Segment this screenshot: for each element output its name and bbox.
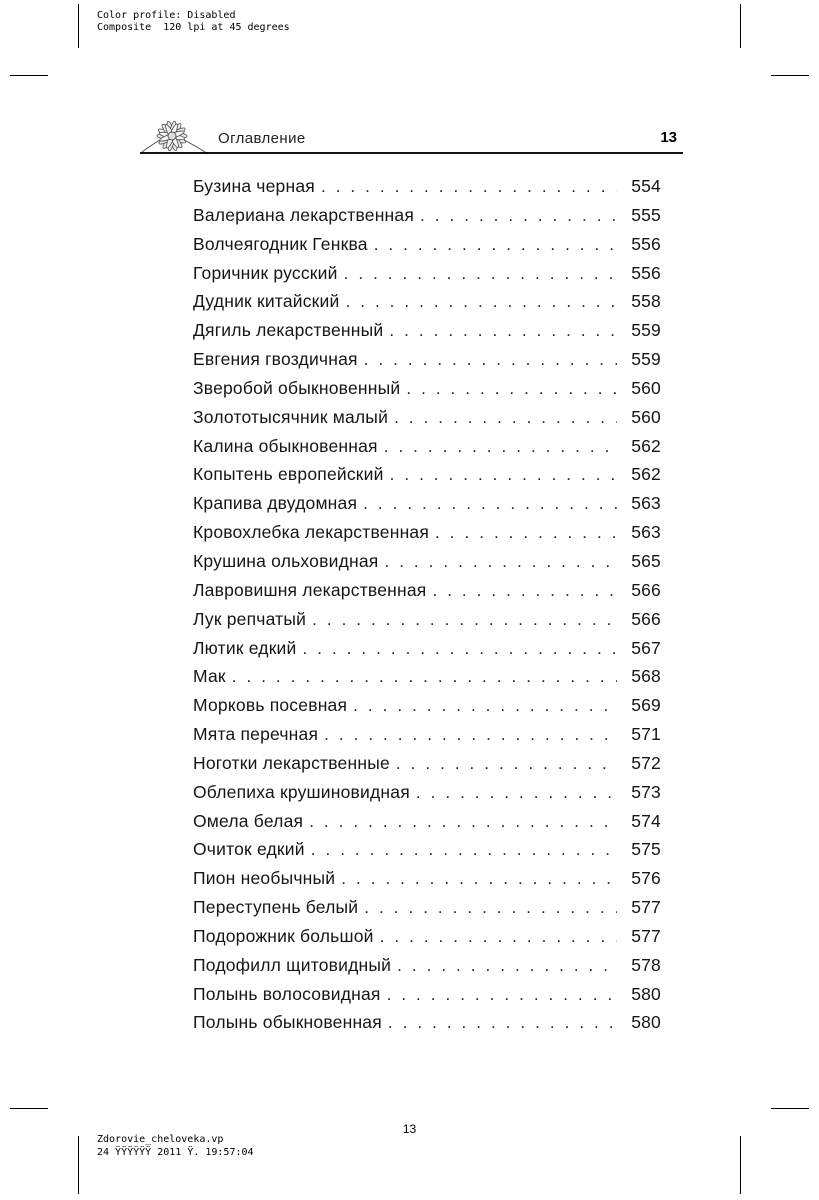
- page-header-number: 13: [660, 129, 677, 146]
- page-header-title: Оглавление: [218, 130, 306, 147]
- toc-entry-title: Морковь посевная: [193, 695, 348, 716]
- toc-entry-title: Полынь волосовидная: [193, 983, 381, 1004]
- toc-entry-page: 571: [631, 724, 661, 745]
- toc-entry: [193, 984, 661, 1013]
- dot-leader: [315, 177, 617, 197]
- dot-leader: [297, 639, 617, 659]
- footer-file-info: [97, 1133, 254, 1159]
- toc-entry-title: Переступень белый: [193, 897, 359, 918]
- toc-entry: [193, 782, 661, 811]
- header-rule: [140, 152, 683, 154]
- toc-entry-page: 560: [631, 377, 661, 398]
- print-profile-line1: Color profile: Disabled: [97, 10, 236, 21]
- toc-entry-title: Крапива двудомная: [193, 493, 358, 514]
- dot-leader: [347, 696, 617, 716]
- toc-list: [193, 176, 661, 1041]
- toc-entry: [193, 580, 661, 609]
- toc-entry-title: Ноготки лекарственные: [193, 752, 390, 773]
- toc-entry-title: Мак: [193, 666, 226, 687]
- toc-entry: [193, 349, 661, 378]
- toc-entry-title: Копытень европейский: [193, 464, 384, 485]
- crop-mark-bottom-right-vertical: [740, 1136, 741, 1194]
- footer-file-line2: 24 ŸŸŸŸŸŸ 2011 Ÿ. 19:57:04: [97, 1147, 254, 1158]
- footer-file-line1: Zdorovie_cheloveka.vp: [97, 1134, 224, 1145]
- dot-leader: [305, 840, 617, 860]
- toc-entry: [193, 464, 661, 493]
- crop-mark-top-left-vertical: [78, 4, 79, 48]
- toc-entry-title: Подорожник большой: [193, 925, 374, 946]
- toc-entry: [193, 868, 661, 897]
- toc-entry: [193, 609, 661, 638]
- toc-entry-page: 566: [631, 608, 661, 629]
- toc-entry-title: Горичник русский: [193, 262, 338, 283]
- toc-entry-page: 554: [631, 176, 661, 196]
- toc-entry: [193, 493, 661, 522]
- toc-entry: [193, 320, 661, 349]
- toc-entry-page: 556: [631, 262, 661, 283]
- toc-entry-page: 580: [631, 983, 661, 1004]
- dot-leader: [400, 379, 617, 399]
- dot-leader: [374, 927, 617, 947]
- toc-entry: [193, 724, 661, 753]
- toc-entry-title: Бузина черная: [193, 176, 315, 196]
- dot-leader: [338, 264, 617, 284]
- toc-entry: [193, 811, 661, 840]
- dot-leader: [390, 754, 617, 774]
- toc-entry-title: Подофилл щитовидный: [193, 954, 392, 975]
- toc-entry-page: 568: [631, 666, 661, 687]
- toc-entry-title: Омела белая: [193, 810, 304, 831]
- toc-entry-page: 573: [631, 781, 661, 802]
- toc-entry: [193, 407, 661, 436]
- toc-entry: [193, 291, 661, 320]
- toc-entry: [193, 176, 661, 205]
- toc-entry-page: 566: [631, 579, 661, 600]
- dot-leader: [383, 321, 617, 341]
- toc-entry-title: Евгения гвоздичная: [193, 349, 358, 370]
- toc-entry: [193, 666, 661, 695]
- dot-leader: [306, 610, 617, 630]
- toc-entry-page: 562: [631, 464, 661, 485]
- dot-leader: [358, 898, 617, 918]
- toc-entry-page: 567: [631, 637, 661, 658]
- dot-leader: [368, 235, 617, 255]
- toc-entry-page: 563: [631, 522, 661, 543]
- toc-entry: [193, 695, 661, 724]
- crop-mark-top-left-horizontal: [10, 75, 48, 76]
- print-profile-info: [97, 10, 290, 34]
- toc-entry: [193, 263, 661, 292]
- toc-entry-page: 575: [631, 839, 661, 860]
- print-profile-line2: Composite 120 lpi at 45 degrees: [97, 22, 290, 33]
- toc-entry-title: Зверобой обыкновенный: [193, 377, 401, 398]
- crop-mark-bottom-left-horizontal: [10, 1108, 48, 1109]
- toc-entry: [193, 436, 661, 465]
- toc-entry: [193, 753, 661, 782]
- crop-mark-bottom-right-horizontal: [771, 1108, 809, 1109]
- toc-entry-title: Калина обыкновенная: [193, 435, 378, 456]
- toc-entry-title: Мята перечная: [193, 724, 319, 745]
- toc-entry-title: Валериана лекарственная: [193, 204, 415, 225]
- toc-entry-title: Пион необычный: [193, 868, 336, 889]
- dot-leader: [426, 581, 617, 601]
- toc-entry-page: 556: [631, 233, 661, 254]
- toc-entry-page: 565: [631, 550, 661, 571]
- toc-entry: [193, 926, 661, 955]
- dot-leader: [388, 408, 617, 428]
- toc-entry: [193, 234, 661, 263]
- toc-entry-page: 559: [631, 349, 661, 370]
- toc-entry-page: 569: [631, 695, 661, 716]
- toc-entry: [193, 897, 661, 926]
- toc-entry: [193, 522, 661, 551]
- toc-entry-page: 572: [631, 752, 661, 773]
- dot-leader: [378, 437, 617, 457]
- toc-entry-title: Кровохлебка лекарственная: [193, 522, 430, 543]
- dot-leader: [358, 350, 617, 370]
- toc-entry-title: Облепиха крушиновидная: [193, 781, 410, 802]
- dot-leader: [381, 985, 617, 1005]
- toc-entry-page: 560: [631, 406, 661, 427]
- dot-leader: [382, 1013, 617, 1033]
- toc-entry-title: Полынь обыкновенная: [193, 1012, 382, 1033]
- toc-entry-page: 562: [631, 435, 661, 456]
- toc-entry-title: Дудник китайский: [193, 291, 340, 312]
- crop-mark-top-right-vertical: [740, 4, 741, 48]
- toc-entry-page: 574: [631, 810, 661, 831]
- toc-entry: [193, 638, 661, 667]
- toc-entry-page: 578: [631, 954, 661, 975]
- dot-leader: [340, 292, 618, 312]
- toc-entry-page: 563: [631, 493, 661, 514]
- toc-entry-title: Лютик едкий: [193, 637, 297, 658]
- dot-leader: [378, 552, 617, 572]
- dot-leader: [414, 206, 617, 226]
- toc-entry-page: 580: [631, 1012, 661, 1033]
- crop-mark-bottom-left-vertical: [78, 1136, 79, 1194]
- toc-entry-title: Лук репчатый: [193, 608, 307, 629]
- dot-leader: [429, 523, 617, 543]
- toc-entry-title: Крушина ольховидная: [193, 550, 379, 571]
- dot-leader: [335, 869, 617, 889]
- toc-entry-page: 559: [631, 320, 661, 341]
- toc-entry-title: Золототысячник малый: [193, 406, 389, 427]
- toc-entry-title: Дягиль лекарственный: [193, 320, 384, 341]
- toc-entry: [193, 839, 661, 868]
- dot-leader: [318, 725, 617, 745]
- toc-entry: [193, 1012, 661, 1041]
- toc-entry-page: 577: [631, 897, 661, 918]
- dot-leader: [410, 783, 617, 803]
- toc-entry-page: 577: [631, 925, 661, 946]
- toc-entry: [193, 955, 661, 984]
- toc-entry-page: 558: [631, 291, 661, 312]
- dot-leader: [357, 494, 617, 514]
- toc-entry: [193, 378, 661, 407]
- page-header: [138, 114, 683, 156]
- dot-leader: [384, 465, 617, 485]
- dot-leader: [391, 956, 617, 976]
- crop-mark-top-right-horizontal: [771, 75, 809, 76]
- toc-entry: [193, 551, 661, 580]
- toc-entry-title: Волчеягодник Генква: [193, 233, 368, 254]
- toc-entry-page: 555: [631, 204, 661, 225]
- toc-entry-page: 576: [631, 868, 661, 889]
- toc-entry: [193, 205, 661, 234]
- toc-entry-title: Очиток едкий: [193, 839, 305, 860]
- dot-leader: [303, 812, 617, 832]
- toc-entry-title: Лавровишня лекарственная: [193, 579, 427, 600]
- dot-leader: [226, 667, 617, 687]
- footer-page-number: 13: [402, 1122, 417, 1136]
